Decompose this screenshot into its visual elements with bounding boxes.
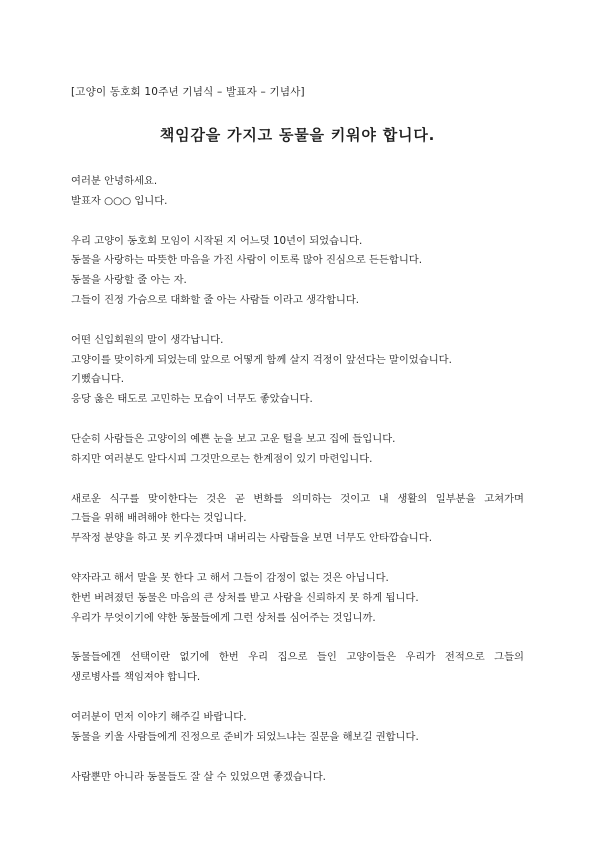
text-line: 한번 버려졌던 동물은 마음의 큰 상처를 받고 사람을 신뢰하지 못 하게 됩니다. (71, 591, 419, 604)
text-line: 발표자 ○○○ 입니다. (71, 194, 168, 207)
text-line: 단순히 사람들은 고양이의 예쁜 눈을 보고 고운 털을 보고 집에 들입니다. (71, 432, 396, 445)
text-line: 여러분이 먼저 이야기 해주길 바랍니다. (71, 710, 247, 723)
text-line: 새로운 식구를 맞이한다는 것은 곧 변화를 의미하는 것이고 내 생활의 일부분을 고쳐가며 (71, 492, 524, 505)
paragraph-appearance (71, 430, 531, 470)
paragraph-request (71, 708, 531, 748)
text-line: 약자라고 해서 말을 못 한다 고 해서 그들이 감정이 없는 것은 아닙니다. (71, 571, 389, 584)
event-header: [고양이 동호회 10주년 기념식 – 발표자 – 기념사] (71, 86, 305, 98)
text-line: 사람뿐만 아니라 동물들도 잘 살 수 있었으면 좋겠습니다. (71, 770, 326, 783)
text-line: 무작정 분양을 하고 못 키우겠다며 내버리는 사람들을 보면 너무도 안타깝습니다. (71, 532, 432, 545)
text-line: 기뻤습니다. (71, 373, 125, 386)
text-line: 우리 고양이 동호회 모임이 시작된 지 어느덧 10년이 되었습니다. (71, 234, 363, 247)
text-line: 여러분 안녕하세요. (71, 175, 158, 187)
text-line: 동물을 사랑하는 따뜻한 마음을 가진 사람이 이토록 많아 진심으로 든든합니다. (71, 254, 423, 267)
text-line: 그들을 위해 배려해야 한다는 것입니다. (71, 512, 247, 525)
text-line: 어떤 신입회원의 말이 생각납니다. (71, 333, 224, 346)
text-line: 생로병사를 책임져야 합니다. (71, 671, 201, 684)
paragraph-new-member (71, 331, 531, 410)
speech-body (71, 172, 531, 807)
paragraph-change (71, 490, 531, 549)
text-line: 하지만 여러분도 알다시피 그것만으로는 한계점이 있기 마련입니다. (71, 452, 373, 465)
paragraph-responsibility (71, 648, 531, 688)
text-line: 그들이 진정 가슴으로 대화할 줄 아는 사람들 이라고 생각합니다. (71, 293, 360, 306)
text-line: 동물을 사랑할 줄 아는 자. (71, 274, 187, 287)
speech-title: 책임감을 가지고 동물을 키워야 합니다. (159, 126, 436, 144)
paragraph-emotions (71, 569, 531, 628)
paragraph-greeting (71, 172, 531, 212)
text-line: 고양이를 맞이하게 되었는데 앞으로 어떻게 함께 살지 걱정이 앞선다는 말이었습니다. (71, 353, 452, 366)
text-line: 동물들에겐 선택이란 없기에 한번 우리 집으로 들인 고양이들은 우리가 전적으로 그들의 (71, 651, 524, 664)
text-line: 동물을 키울 사람들에게 진정으로 준비가 되었느냐는 질문을 해보길 권합니다. (71, 730, 419, 743)
text-line: 응당 옳은 태도로 고민하는 모습이 너무도 좋았습니다. (71, 393, 313, 406)
paragraph-anniversary (71, 232, 531, 311)
paragraph-closing (71, 768, 531, 788)
text-line: 우리가 무엇이기에 약한 동물들에게 그런 상처를 심어주는 것입니까. (71, 611, 376, 624)
